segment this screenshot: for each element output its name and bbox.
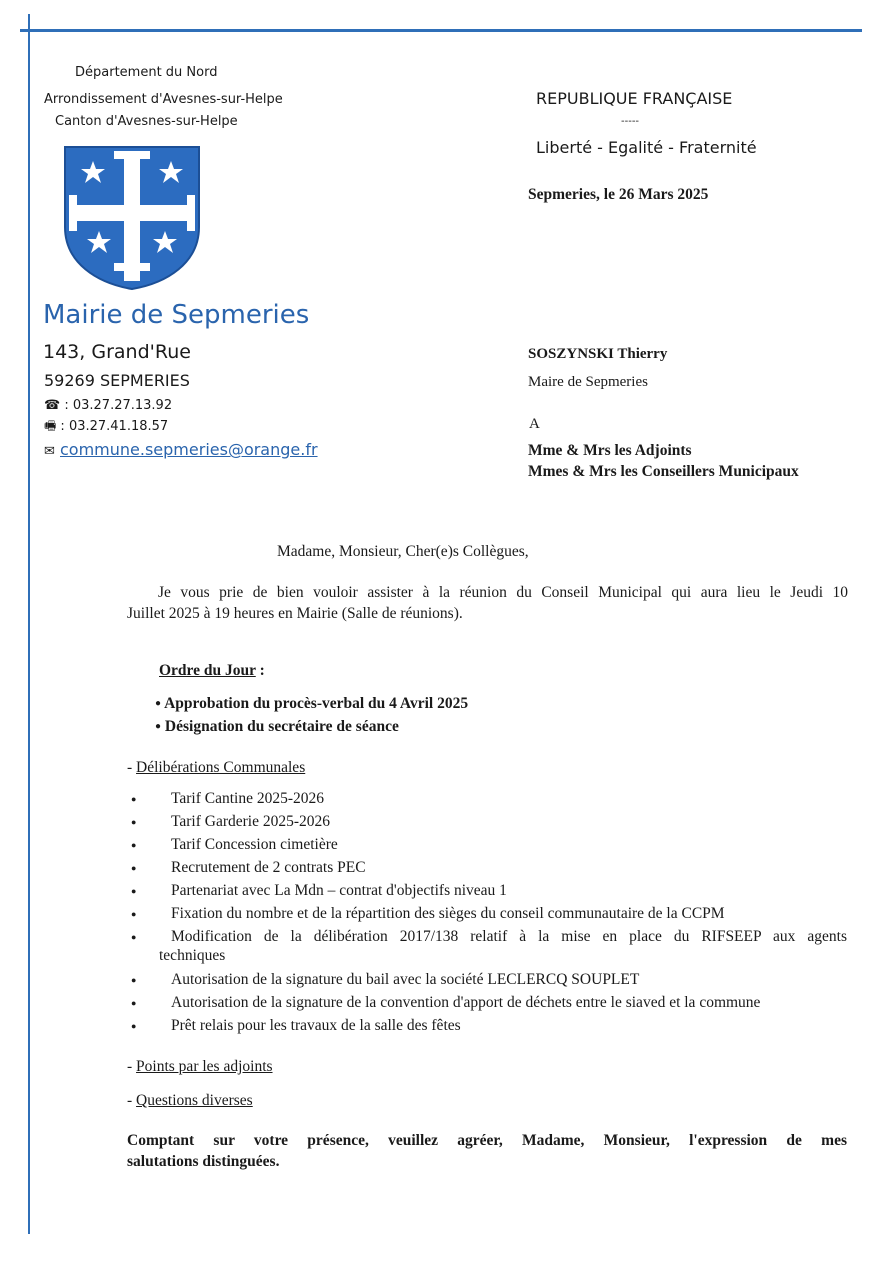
list-item-text: Fixation du nombre et de la répartition des sièges du conseil communautaire de la CCPM <box>171 905 725 922</box>
phone-number: 03.27.27.13.92 <box>72 398 173 413</box>
mairie-city: 59269 SEPMERIES <box>44 371 190 390</box>
list-item-text: Tarif Concession cimetière <box>171 836 338 853</box>
coat-of-arms-logo <box>63 145 201 290</box>
questions-heading <box>127 1092 253 1110</box>
deliberations-list <box>131 790 851 1040</box>
points-title: Points par les adjoints <box>136 1058 273 1075</box>
bullet-icon: ● <box>131 863 137 873</box>
deliberations-title: Délibérations Communales <box>136 759 306 776</box>
closing-line2: salutations distinguées. <box>127 1153 280 1170</box>
bullet-icon: ● <box>131 1021 137 1031</box>
ordre-item-text: Approbation du procès-verbal du 4 Avril 2025 <box>164 695 469 712</box>
republique-title: REPUBLIQUE FRANÇAISE <box>536 89 733 108</box>
bullet-icon: ● <box>131 909 137 919</box>
recipient-line1: Mme & Mrs les Adjoints <box>528 442 692 459</box>
republique-separator: ----- <box>621 116 640 127</box>
points-dash: - <box>127 1058 137 1075</box>
list-item-text: Modification de la délibération 2017/138 relatif à la mise en place du RIFSEEP aux agents <box>171 928 847 945</box>
ordre-item-2 <box>155 718 399 736</box>
bullet-icon: ● <box>155 698 162 709</box>
left-rule <box>28 14 30 1234</box>
mairie-name: Mairie de Sepmeries <box>43 300 310 330</box>
deliberations-dash: - <box>127 759 137 776</box>
closing-line1: Comptant sur votre présence, veuillez agréer, Madame, Monsieur, l'expression de mes <box>127 1132 847 1149</box>
list-item-text: Autorisation de la signature de la convention d'apport de déchets entre le siaved et la commune <box>171 994 761 1011</box>
mail-icon: ✉ <box>44 444 55 459</box>
ordre-du-jour-heading <box>159 662 265 680</box>
departement: Département du Nord <box>75 65 218 80</box>
recipient-prefix: A <box>529 416 540 432</box>
bullet-icon: ● <box>131 794 137 804</box>
phone-icon: ☎ <box>44 398 61 413</box>
canton: Canton d'Avesnes-sur-Helpe <box>55 114 238 129</box>
arrondissement: Arrondissement d'Avesnes-sur-Helpe <box>44 92 283 107</box>
bullet-icon: ● <box>155 721 162 732</box>
questions-title: Questions diverses <box>136 1092 253 1109</box>
sender-name: SOSZYNSKI Thierry <box>528 346 668 362</box>
bullet-icon: ● <box>131 886 137 896</box>
ordre-item-1 <box>155 695 468 713</box>
list-item-text: Prêt relais pour les travaux de la salle des fêtes <box>171 1017 461 1034</box>
bullet-icon: ● <box>131 840 137 850</box>
republique-motto: Liberté - Egalité - Fraternité <box>536 138 757 157</box>
list-item-text: Tarif Garderie 2025-2026 <box>171 813 331 830</box>
list-item-text: Recrutement de 2 contrats PEC <box>171 859 366 876</box>
top-rule <box>20 29 862 32</box>
bullet-icon: ● <box>131 932 137 942</box>
bullet-icon: ● <box>131 998 137 1008</box>
intro-line2: Juillet 2025 à 19 heures en Mairie (Salle de réunions). <box>127 605 463 622</box>
fax-line: 🖷 : 03.27.41.18.57 <box>44 419 169 434</box>
mairie-street: 143, Grand'Rue <box>43 341 191 363</box>
ordre-du-jour-colon: : <box>255 662 265 679</box>
salutation: Madame, Monsieur, Cher(e)s Collègues, <box>277 543 529 560</box>
phone-line: ☎ : 03.27.27.13.92 <box>44 398 173 413</box>
list-item-text: techniques <box>159 947 226 964</box>
intro-line1: Je vous prie de bien vouloir assister à la réunion du Conseil Municipal qui aura lieu le Jeudi 10 <box>158 584 848 601</box>
bullet-icon: ● <box>131 817 137 827</box>
list-item-text: Tarif Cantine 2025-2026 <box>171 790 325 807</box>
list-item-text: Partenariat avec La Mdn – contrat d'objectifs niveau 1 <box>171 882 507 899</box>
email-link[interactable]: commune.sepmeries@orange.fr <box>60 440 318 459</box>
ordre-item-text: Désignation du secrétaire de séance <box>164 718 399 735</box>
points-adjoints-heading <box>127 1058 273 1076</box>
fax-icon: 🖷 <box>44 419 57 434</box>
list-item-text: Autorisation de la signature du bail avec la société LECLERCQ SOUPLET <box>171 971 640 988</box>
date-line: Sepmeries, le 26 Mars 2025 <box>528 186 709 203</box>
deliberations-heading <box>127 759 305 777</box>
ordre-du-jour-title: Ordre du Jour <box>159 662 256 679</box>
sender-role: Maire de Sepmeries <box>528 374 648 390</box>
email-line <box>44 440 318 459</box>
fax-number: 03.27.41.18.57 <box>68 419 169 434</box>
bullet-icon: ● <box>131 975 137 985</box>
recipient-line2: Mmes & Mrs les Conseillers Municipaux <box>528 463 799 480</box>
questions-dash: - <box>127 1092 137 1109</box>
